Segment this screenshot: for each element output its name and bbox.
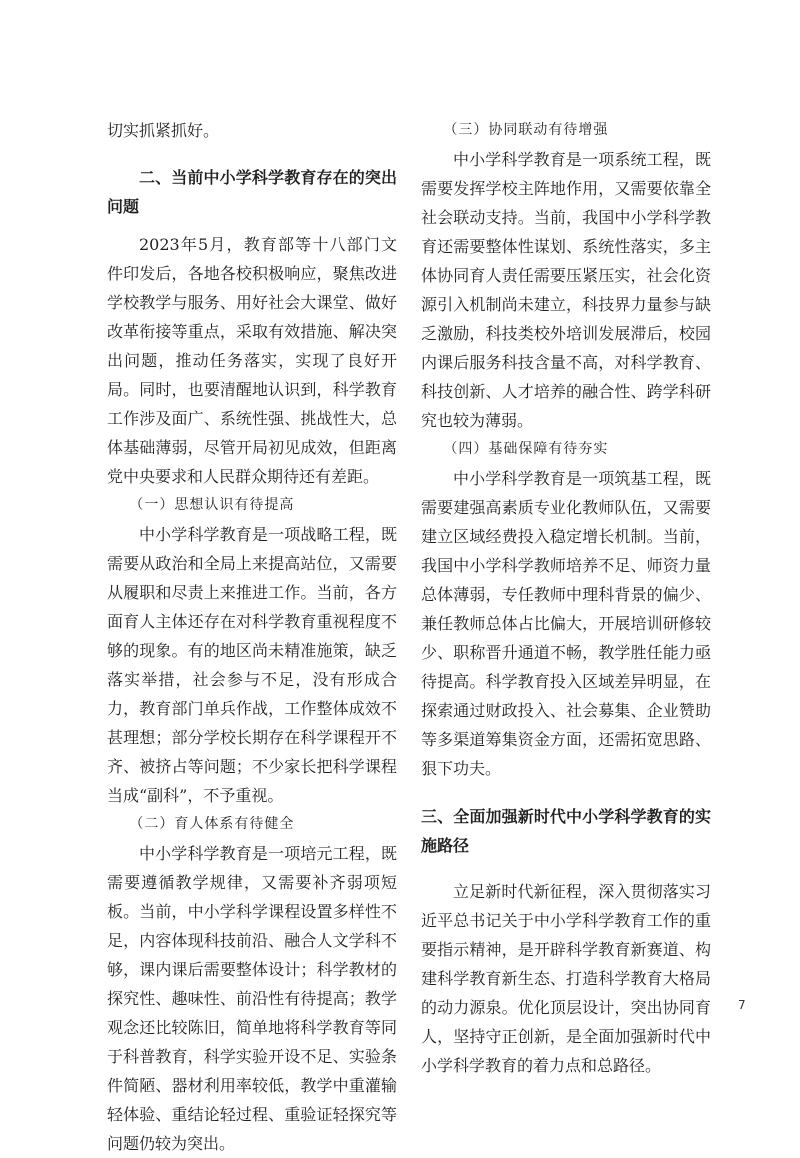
paragraph: 中小学科学教育是一项系统工程，既需要发挥学校主阵地作用，又需要依靠全社会联动支持。当前，我国中小学科学教育还需要整体性谋划、系统性落实，多主体协同育人责任需要压紧压实，社会化资源引入机制尚未建立，科技界力量参与缺乏激励，科技类校外培训发展滞后，校园内课后服务科技含量不高，对科学教育、科技创新、人才培养的融合性、跨学科研究也较为薄弱。 (421, 150, 711, 430)
section-heading-2: 二、当前中小学科学教育存在的突出问题 (107, 168, 397, 216)
paragraph: 2023年5月，教育部等十八部门文件印发后，各地各校积极响应，聚焦改进学校教学与服务、用好社会大课堂、做好改革衔接等重点，采取有效措施、解决突出问题，推动任务落实，实现了良好开局。同时，也要清醒地认识到，科学教育工作涉及面广、系统性强、挑战性大，总体基础薄弱，尽管开局初见成效，但距离党中央要求和人民群众期待还有差距。 (107, 235, 397, 486)
paragraph: 立足新时代新征程，深入贯彻落实习近平总书记关于中小学科学教育工作的重要指示精神，是开辟科学教育新赛道、构建科学教育新生态、打造科学教育大格局的动力源泉。优化顶层设计，突出协同育人，坚持守正创新，是全面加强新时代中小学科学教育的着力点和总路径。 (421, 882, 711, 1075)
right-column (421, 116, 711, 1080)
page-number: 7 (738, 998, 746, 1012)
section-heading-3: 三、全面加强新时代中小学科学教育的实施路径 (421, 807, 711, 855)
paragraph: 中小学科学教育是一项战略工程，既需要从政治和全局上来提高站位，又需要从履职和尽责上来推进工作。当前，各方面育人主体还存在对科学教育重视程度不够的现象。有的地区尚未精准施策，缺乏落实举措，社会参与不足，没有形成合力，教育部门单兵作战，工作整体成效不甚理想；部分学校长期存在科学课程开不齐、被挤占等问题；不少家长把科学课程当成“副科”，不予重视。 (107, 525, 397, 805)
paragraph: 中小学科学教育是一项筑基工程，既需要建强高素质专业化教师队伍，又需要建立区域经费投入稳定增长机制。当前，我国中小学科学教师培养不足、师资力量总体薄弱，专任教师中理科背景的偏少、兼任教师总体占比偏大，开展培训研修较少、职称晋升通道不畅，教学胜任能力亟待提高。科学教育投入区域差异明显，在探索通过财政投入、社会募集、企业赞助等多渠道筹集资金方面，还需拓宽思路、狠下功夫。 (421, 469, 711, 778)
left-column (107, 116, 397, 1158)
subheading-2: （二）育人体系有待健全 (129, 816, 295, 832)
paragraph: 中小学科学教育是一项培元工程，既需要遵循教学规律，又需要补齐弱项短板。当前，中小学科学课程设置多样性不足，内容体现科技前沿、融合人文学科不够，课内课后需要整体设计；科学教材的探究性、趣味性、前沿性有待提高；教学观念还比较陈旧，简单地将科学教育等同于科普教育，科学实验开设不足、实验条件简陋、器材利用率较低，教学中重灌输轻体验、重结论轻过程、重验证轻探究等问题仍较为突出。 (107, 844, 397, 1153)
subheading-4: （四）基础保障有待夯实 (443, 441, 609, 457)
paragraph-continuation: 切实抓紧抓好。 (107, 121, 220, 140)
subheading-1: （一）思想认识有待提高 (129, 497, 295, 513)
subheading-3: （三）协同联动有待增强 (443, 122, 609, 138)
